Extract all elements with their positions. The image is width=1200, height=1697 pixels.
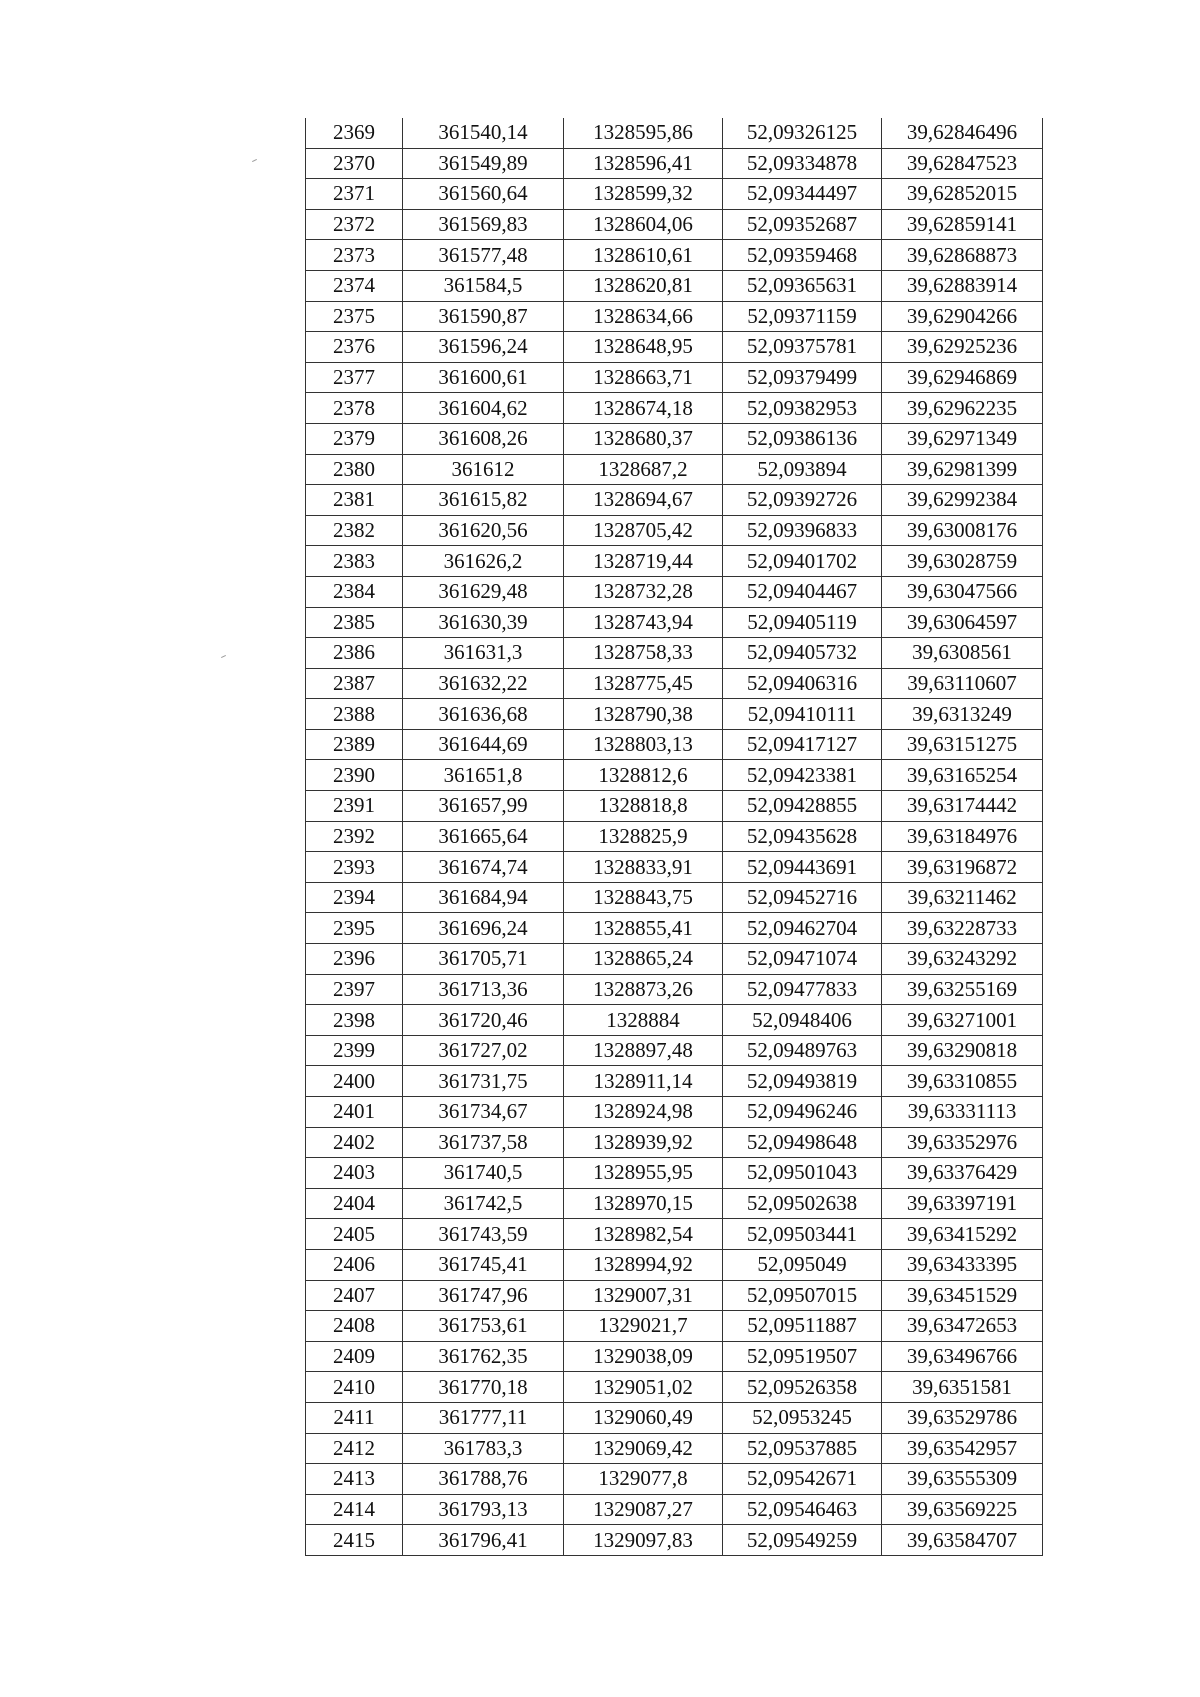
point-number-cell: 2394 <box>306 882 403 913</box>
longitude-cell: 39,63228733 <box>882 913 1043 944</box>
longitude-cell: 39,62971349 <box>882 423 1043 454</box>
longitude-cell: 39,63569225 <box>882 1494 1043 1525</box>
point-number-cell: 2400 <box>306 1066 403 1097</box>
longitude-cell: 39,62925236 <box>882 332 1043 363</box>
latitude-cell: 52,09498648 <box>723 1127 882 1158</box>
x-coordinate-cell: 361651,8 <box>403 760 564 791</box>
point-number-cell: 2406 <box>306 1249 403 1280</box>
table-row <box>306 1280 1043 1311</box>
table-row <box>306 944 1043 975</box>
x-coordinate-cell: 361577,48 <box>403 240 564 271</box>
point-number-cell: 2384 <box>306 576 403 607</box>
longitude-cell: 39,63310855 <box>882 1066 1043 1097</box>
table-row <box>306 1249 1043 1280</box>
point-number-cell: 2395 <box>306 913 403 944</box>
point-number-cell: 2396 <box>306 944 403 975</box>
table-row <box>306 546 1043 577</box>
longitude-cell: 39,63064597 <box>882 607 1043 638</box>
y-coordinate-cell: 1328982,54 <box>564 1219 723 1250</box>
y-coordinate-cell: 1329069,42 <box>564 1433 723 1464</box>
latitude-cell: 52,09549259 <box>723 1525 882 1556</box>
longitude-cell: 39,63352976 <box>882 1127 1043 1158</box>
x-coordinate-cell: 361630,39 <box>403 607 564 638</box>
x-coordinate-cell: 361696,24 <box>403 913 564 944</box>
point-number-cell: 2372 <box>306 209 403 240</box>
x-coordinate-cell: 361612 <box>403 454 564 485</box>
latitude-cell: 52,09496246 <box>723 1097 882 1128</box>
latitude-cell: 52,09546463 <box>723 1494 882 1525</box>
y-coordinate-cell: 1328955,95 <box>564 1158 723 1189</box>
table-row <box>306 1219 1043 1250</box>
longitude-cell: 39,63110607 <box>882 668 1043 699</box>
y-coordinate-cell: 1329007,31 <box>564 1280 723 1311</box>
table-row <box>306 179 1043 210</box>
y-coordinate-cell: 1328790,38 <box>564 699 723 730</box>
latitude-cell: 52,09334878 <box>723 148 882 179</box>
table-row <box>306 1005 1043 1036</box>
latitude-cell: 52,09507015 <box>723 1280 882 1311</box>
y-coordinate-cell: 1328884 <box>564 1005 723 1036</box>
table-row <box>306 576 1043 607</box>
point-number-cell: 2401 <box>306 1097 403 1128</box>
point-number-cell: 2390 <box>306 760 403 791</box>
point-number-cell: 2375 <box>306 301 403 332</box>
y-coordinate-cell: 1329097,83 <box>564 1525 723 1556</box>
table-row <box>306 1066 1043 1097</box>
table-row <box>306 1433 1043 1464</box>
latitude-cell: 52,09326125 <box>723 118 882 148</box>
x-coordinate-cell: 361608,26 <box>403 423 564 454</box>
point-number-cell: 2376 <box>306 332 403 363</box>
longitude-cell: 39,62859141 <box>882 209 1043 240</box>
latitude-cell: 52,09371159 <box>723 301 882 332</box>
table-row <box>306 148 1043 179</box>
y-coordinate-cell: 1329051,02 <box>564 1372 723 1403</box>
y-coordinate-cell: 1328596,41 <box>564 148 723 179</box>
x-coordinate-cell: 361590,87 <box>403 301 564 332</box>
x-coordinate-cell: 361600,61 <box>403 362 564 393</box>
y-coordinate-cell: 1328812,6 <box>564 760 723 791</box>
point-number-cell: 2389 <box>306 729 403 760</box>
y-coordinate-cell: 1328775,45 <box>564 668 723 699</box>
latitude-cell: 52,09477833 <box>723 974 882 1005</box>
point-number-cell: 2408 <box>306 1311 403 1342</box>
point-number-cell: 2411 <box>306 1402 403 1433</box>
longitude-cell: 39,63331113 <box>882 1097 1043 1128</box>
longitude-cell: 39,63433395 <box>882 1249 1043 1280</box>
point-number-cell: 2392 <box>306 821 403 852</box>
x-coordinate-cell: 361762,35 <box>403 1341 564 1372</box>
latitude-cell: 52,09526358 <box>723 1372 882 1403</box>
table-row <box>306 1494 1043 1525</box>
point-number-cell: 2379 <box>306 423 403 454</box>
table-row <box>306 209 1043 240</box>
y-coordinate-cell: 1329038,09 <box>564 1341 723 1372</box>
latitude-cell: 52,09379499 <box>723 362 882 393</box>
x-coordinate-cell: 361731,75 <box>403 1066 564 1097</box>
table-row <box>306 1372 1043 1403</box>
latitude-cell: 52,09406316 <box>723 668 882 699</box>
x-coordinate-cell: 361770,18 <box>403 1372 564 1403</box>
x-coordinate-cell: 361742,5 <box>403 1188 564 1219</box>
y-coordinate-cell: 1328939,92 <box>564 1127 723 1158</box>
longitude-cell: 39,6313249 <box>882 699 1043 730</box>
x-coordinate-cell: 361796,41 <box>403 1525 564 1556</box>
latitude-cell: 52,09511887 <box>723 1311 882 1342</box>
x-coordinate-cell: 361745,41 <box>403 1249 564 1280</box>
latitude-cell: 52,09423381 <box>723 760 882 791</box>
table-row <box>306 1188 1043 1219</box>
longitude-cell: 39,63555309 <box>882 1464 1043 1495</box>
latitude-cell: 52,09386136 <box>723 423 882 454</box>
table-row <box>306 821 1043 852</box>
table-row <box>306 301 1043 332</box>
y-coordinate-cell: 1328634,66 <box>564 301 723 332</box>
longitude-cell: 39,6308561 <box>882 638 1043 669</box>
latitude-cell: 52,093894 <box>723 454 882 485</box>
point-number-cell: 2415 <box>306 1525 403 1556</box>
point-number-cell: 2371 <box>306 179 403 210</box>
y-coordinate-cell: 1328743,94 <box>564 607 723 638</box>
scan-speck <box>252 159 257 162</box>
longitude-cell: 39,63243292 <box>882 944 1043 975</box>
point-number-cell: 2380 <box>306 454 403 485</box>
longitude-cell: 39,63174442 <box>882 791 1043 822</box>
table-row <box>306 118 1043 148</box>
table-row <box>306 882 1043 913</box>
point-number-cell: 2370 <box>306 148 403 179</box>
point-number-cell: 2383 <box>306 546 403 577</box>
longitude-cell: 39,62847523 <box>882 148 1043 179</box>
latitude-cell: 52,09344497 <box>723 179 882 210</box>
longitude-cell: 39,63542957 <box>882 1433 1043 1464</box>
x-coordinate-cell: 361788,76 <box>403 1464 564 1495</box>
y-coordinate-cell: 1328663,71 <box>564 362 723 393</box>
table-row <box>306 1464 1043 1495</box>
table-row <box>306 1341 1043 1372</box>
latitude-cell: 52,09502638 <box>723 1188 882 1219</box>
x-coordinate-cell: 361631,3 <box>403 638 564 669</box>
longitude-cell: 39,63196872 <box>882 852 1043 883</box>
longitude-cell: 39,62883914 <box>882 270 1043 301</box>
y-coordinate-cell: 1329060,49 <box>564 1402 723 1433</box>
table-row <box>306 760 1043 791</box>
y-coordinate-cell: 1328758,33 <box>564 638 723 669</box>
y-coordinate-cell: 1329077,8 <box>564 1464 723 1495</box>
table-row <box>306 332 1043 363</box>
x-coordinate-cell: 361549,89 <box>403 148 564 179</box>
longitude-cell: 39,63415292 <box>882 1219 1043 1250</box>
y-coordinate-cell: 1328648,95 <box>564 332 723 363</box>
latitude-cell: 52,09417127 <box>723 729 882 760</box>
point-number-cell: 2373 <box>306 240 403 271</box>
x-coordinate-cell: 361620,56 <box>403 515 564 546</box>
latitude-cell: 52,09501043 <box>723 1158 882 1189</box>
point-number-cell: 2382 <box>306 515 403 546</box>
y-coordinate-cell: 1328610,61 <box>564 240 723 271</box>
y-coordinate-cell: 1328732,28 <box>564 576 723 607</box>
x-coordinate-cell: 361665,64 <box>403 821 564 852</box>
y-coordinate-cell: 1328843,75 <box>564 882 723 913</box>
table-row <box>306 362 1043 393</box>
table-row <box>306 1127 1043 1158</box>
latitude-cell: 52,09489763 <box>723 1035 882 1066</box>
latitude-cell: 52,09375781 <box>723 332 882 363</box>
point-number-cell: 2414 <box>306 1494 403 1525</box>
x-coordinate-cell: 361657,99 <box>403 791 564 822</box>
longitude-cell: 39,63496766 <box>882 1341 1043 1372</box>
x-coordinate-cell: 361636,68 <box>403 699 564 730</box>
scan-speck <box>221 655 226 658</box>
point-number-cell: 2412 <box>306 1433 403 1464</box>
point-number-cell: 2369 <box>306 118 403 148</box>
y-coordinate-cell: 1328599,32 <box>564 179 723 210</box>
point-number-cell: 2404 <box>306 1188 403 1219</box>
point-number-cell: 2405 <box>306 1219 403 1250</box>
point-number-cell: 2397 <box>306 974 403 1005</box>
longitude-cell: 39,62846496 <box>882 118 1043 148</box>
y-coordinate-cell: 1328687,2 <box>564 454 723 485</box>
table-row <box>306 454 1043 485</box>
point-number-cell: 2398 <box>306 1005 403 1036</box>
latitude-cell: 52,09542671 <box>723 1464 882 1495</box>
latitude-cell: 52,09435628 <box>723 821 882 852</box>
longitude-cell: 39,6351581 <box>882 1372 1043 1403</box>
latitude-cell: 52,09537885 <box>723 1433 882 1464</box>
x-coordinate-cell: 361644,69 <box>403 729 564 760</box>
x-coordinate-cell: 361740,5 <box>403 1158 564 1189</box>
point-number-cell: 2378 <box>306 393 403 424</box>
y-coordinate-cell: 1328924,98 <box>564 1097 723 1128</box>
x-coordinate-cell: 361734,67 <box>403 1097 564 1128</box>
x-coordinate-cell: 361604,62 <box>403 393 564 424</box>
table-row <box>306 638 1043 669</box>
point-number-cell: 2381 <box>306 485 403 516</box>
latitude-cell: 52,09503441 <box>723 1219 882 1250</box>
longitude-cell: 39,63151275 <box>882 729 1043 760</box>
x-coordinate-cell: 361615,82 <box>403 485 564 516</box>
table-row <box>306 270 1043 301</box>
latitude-cell: 52,09401702 <box>723 546 882 577</box>
longitude-cell: 39,63184976 <box>882 821 1043 852</box>
point-number-cell: 2410 <box>306 1372 403 1403</box>
x-coordinate-cell: 361777,11 <box>403 1402 564 1433</box>
x-coordinate-cell: 361629,48 <box>403 576 564 607</box>
point-number-cell: 2402 <box>306 1127 403 1158</box>
latitude-cell: 52,09462704 <box>723 913 882 944</box>
x-coordinate-cell: 361713,36 <box>403 974 564 1005</box>
y-coordinate-cell: 1329021,7 <box>564 1311 723 1342</box>
table-row <box>306 1311 1043 1342</box>
longitude-cell: 39,63472653 <box>882 1311 1043 1342</box>
table-row <box>306 729 1043 760</box>
y-coordinate-cell: 1328994,92 <box>564 1249 723 1280</box>
x-coordinate-cell: 361626,2 <box>403 546 564 577</box>
longitude-cell: 39,63008176 <box>882 515 1043 546</box>
latitude-cell: 52,09404467 <box>723 576 882 607</box>
table-row <box>306 913 1043 944</box>
x-coordinate-cell: 361727,02 <box>403 1035 564 1066</box>
x-coordinate-cell: 361632,22 <box>403 668 564 699</box>
y-coordinate-cell: 1328825,9 <box>564 821 723 852</box>
coordinates-table-body <box>306 118 1043 1555</box>
longitude-cell: 39,62852015 <box>882 179 1043 210</box>
y-coordinate-cell: 1328803,13 <box>564 729 723 760</box>
longitude-cell: 39,63047566 <box>882 576 1043 607</box>
x-coordinate-cell: 361783,3 <box>403 1433 564 1464</box>
latitude-cell: 52,0948406 <box>723 1005 882 1036</box>
y-coordinate-cell: 1328595,86 <box>564 118 723 148</box>
y-coordinate-cell: 1328911,14 <box>564 1066 723 1097</box>
point-number-cell: 2391 <box>306 791 403 822</box>
latitude-cell: 52,09452716 <box>723 882 882 913</box>
point-number-cell: 2407 <box>306 1280 403 1311</box>
longitude-cell: 39,62992384 <box>882 485 1043 516</box>
y-coordinate-cell: 1328674,18 <box>564 393 723 424</box>
y-coordinate-cell: 1329087,27 <box>564 1494 723 1525</box>
longitude-cell: 39,63211462 <box>882 882 1043 913</box>
latitude-cell: 52,09471074 <box>723 944 882 975</box>
longitude-cell: 39,62868873 <box>882 240 1043 271</box>
point-number-cell: 2388 <box>306 699 403 730</box>
x-coordinate-cell: 361720,46 <box>403 1005 564 1036</box>
longitude-cell: 39,62946869 <box>882 362 1043 393</box>
point-number-cell: 2387 <box>306 668 403 699</box>
x-coordinate-cell: 361753,61 <box>403 1311 564 1342</box>
y-coordinate-cell: 1328897,48 <box>564 1035 723 1066</box>
point-number-cell: 2377 <box>306 362 403 393</box>
table-row <box>306 1097 1043 1128</box>
latitude-cell: 52,09405119 <box>723 607 882 638</box>
table-row <box>306 852 1043 883</box>
table-row <box>306 515 1043 546</box>
longitude-cell: 39,62904266 <box>882 301 1043 332</box>
latitude-cell: 52,09405732 <box>723 638 882 669</box>
table-row <box>306 1402 1043 1433</box>
x-coordinate-cell: 361793,13 <box>403 1494 564 1525</box>
longitude-cell: 39,63529786 <box>882 1402 1043 1433</box>
y-coordinate-cell: 1328719,44 <box>564 546 723 577</box>
y-coordinate-cell: 1328680,37 <box>564 423 723 454</box>
y-coordinate-cell: 1328873,26 <box>564 974 723 1005</box>
y-coordinate-cell: 1328818,8 <box>564 791 723 822</box>
latitude-cell: 52,095049 <box>723 1249 882 1280</box>
table-row <box>306 423 1043 454</box>
longitude-cell: 39,63271001 <box>882 1005 1043 1036</box>
latitude-cell: 52,09352687 <box>723 209 882 240</box>
table-row <box>306 1525 1043 1556</box>
point-number-cell: 2413 <box>306 1464 403 1495</box>
point-number-cell: 2409 <box>306 1341 403 1372</box>
point-number-cell: 2393 <box>306 852 403 883</box>
longitude-cell: 39,63397191 <box>882 1188 1043 1219</box>
x-coordinate-cell: 361684,94 <box>403 882 564 913</box>
x-coordinate-cell: 361674,74 <box>403 852 564 883</box>
y-coordinate-cell: 1328620,81 <box>564 270 723 301</box>
y-coordinate-cell: 1328705,42 <box>564 515 723 546</box>
longitude-cell: 39,63451529 <box>882 1280 1043 1311</box>
y-coordinate-cell: 1328604,06 <box>564 209 723 240</box>
table-row <box>306 699 1043 730</box>
table-row <box>306 668 1043 699</box>
longitude-cell: 39,63165254 <box>882 760 1043 791</box>
table-row <box>306 607 1043 638</box>
latitude-cell: 52,09359468 <box>723 240 882 271</box>
x-coordinate-cell: 361540,14 <box>403 118 564 148</box>
point-number-cell: 2385 <box>306 607 403 638</box>
table-row <box>306 791 1043 822</box>
point-number-cell: 2403 <box>306 1158 403 1189</box>
y-coordinate-cell: 1328694,67 <box>564 485 723 516</box>
longitude-cell: 39,63584707 <box>882 1525 1043 1556</box>
latitude-cell: 52,09519507 <box>723 1341 882 1372</box>
x-coordinate-cell: 361560,64 <box>403 179 564 210</box>
latitude-cell: 52,09443691 <box>723 852 882 883</box>
table-row <box>306 1035 1043 1066</box>
latitude-cell: 52,09365631 <box>723 270 882 301</box>
point-number-cell: 2399 <box>306 1035 403 1066</box>
x-coordinate-cell: 361596,24 <box>403 332 564 363</box>
x-coordinate-cell: 361743,59 <box>403 1219 564 1250</box>
longitude-cell: 39,63290818 <box>882 1035 1043 1066</box>
table-row <box>306 240 1043 271</box>
y-coordinate-cell: 1328970,15 <box>564 1188 723 1219</box>
longitude-cell: 39,63255169 <box>882 974 1043 1005</box>
x-coordinate-cell: 361705,71 <box>403 944 564 975</box>
table-row <box>306 485 1043 516</box>
y-coordinate-cell: 1328865,24 <box>564 944 723 975</box>
table-row <box>306 974 1043 1005</box>
longitude-cell: 39,62981399 <box>882 454 1043 485</box>
latitude-cell: 52,09410111 <box>723 699 882 730</box>
x-coordinate-cell: 361737,58 <box>403 1127 564 1158</box>
x-coordinate-cell: 361569,83 <box>403 209 564 240</box>
latitude-cell: 52,09392726 <box>723 485 882 516</box>
x-coordinate-cell: 361747,96 <box>403 1280 564 1311</box>
longitude-cell: 39,63376429 <box>882 1158 1043 1189</box>
longitude-cell: 39,62962235 <box>882 393 1043 424</box>
longitude-cell: 39,63028759 <box>882 546 1043 577</box>
y-coordinate-cell: 1328833,91 <box>564 852 723 883</box>
coordinates-table <box>305 118 1043 1556</box>
latitude-cell: 52,0953245 <box>723 1402 882 1433</box>
latitude-cell: 52,09382953 <box>723 393 882 424</box>
latitude-cell: 52,09428855 <box>723 791 882 822</box>
point-number-cell: 2374 <box>306 270 403 301</box>
point-number-cell: 2386 <box>306 638 403 669</box>
y-coordinate-cell: 1328855,41 <box>564 913 723 944</box>
latitude-cell: 52,09493819 <box>723 1066 882 1097</box>
table-row <box>306 1158 1043 1189</box>
x-coordinate-cell: 361584,5 <box>403 270 564 301</box>
table-row <box>306 393 1043 424</box>
latitude-cell: 52,09396833 <box>723 515 882 546</box>
